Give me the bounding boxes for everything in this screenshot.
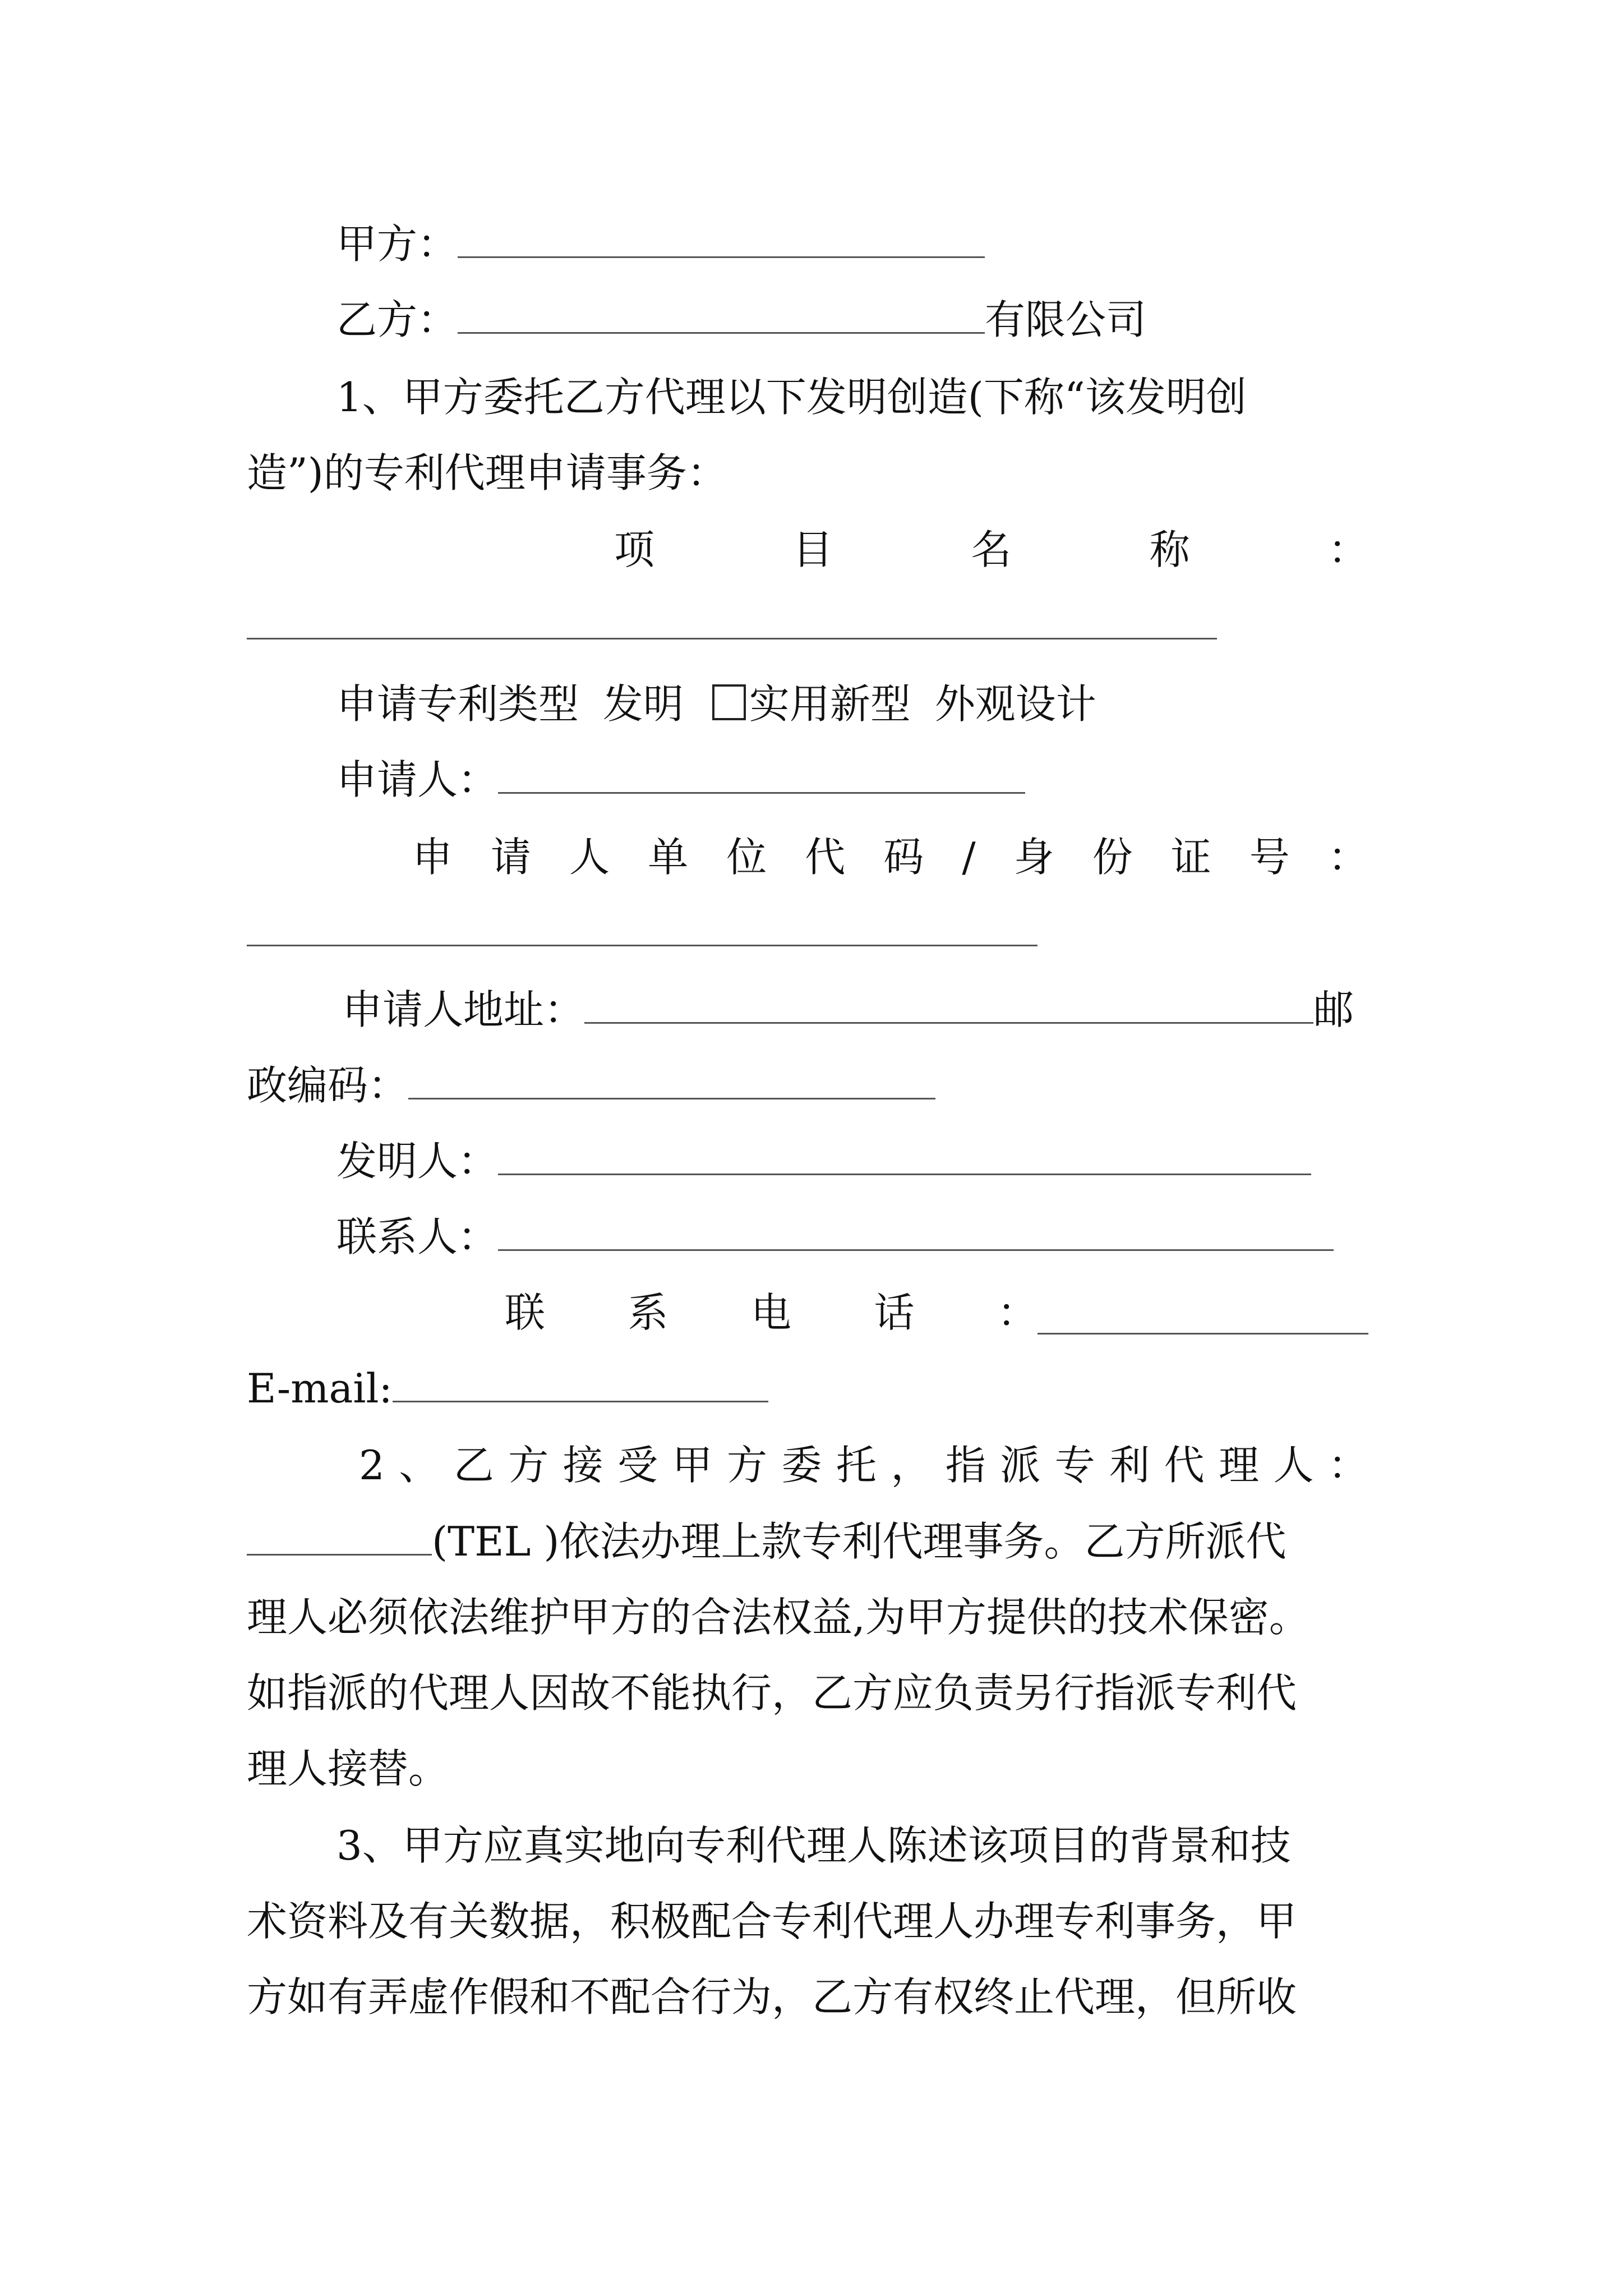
project-name-char: ： xyxy=(1327,526,1368,573)
clause2-char: 受 xyxy=(617,1442,658,1489)
phone-label-char: 系 xyxy=(628,1289,668,1336)
clause2-line2-text: (TEL )依法办理上款专利代理事务。乙方所派代 xyxy=(432,1518,1287,1565)
code-label-char: 单 xyxy=(648,834,689,881)
inventor-blank xyxy=(498,1133,1311,1175)
code-label-char: 位 xyxy=(726,834,767,881)
option-design: 外观设计 xyxy=(934,680,1096,728)
phone-label-char: 话 xyxy=(874,1289,915,1336)
applicant-line xyxy=(336,752,1025,808)
party-a-label: 甲方： xyxy=(336,220,458,268)
inventor-label: 发明人： xyxy=(336,1138,499,1185)
code-label-char: 份 xyxy=(1092,834,1133,881)
party-b-blank xyxy=(458,292,985,334)
patent-type-label: 申请专利类型 xyxy=(336,680,579,728)
clause2-line5: 理人接替。 xyxy=(247,1745,449,1792)
clause2-char: 指 xyxy=(945,1442,986,1489)
option-invention: 发明 xyxy=(602,680,684,728)
applicant-code-blank xyxy=(247,904,1038,946)
clause2-char: 利 xyxy=(1109,1442,1150,1489)
clause1-line2: 造”)的专利代理申请事务： xyxy=(247,449,727,496)
applicant-address-blank xyxy=(584,982,1313,1024)
clause2-char: ： xyxy=(1327,1442,1368,1489)
checkbox-icon xyxy=(712,684,746,720)
party-b-label: 乙方： xyxy=(336,296,458,343)
email-label: E-mail: xyxy=(247,1365,393,1412)
option-utility-model xyxy=(712,680,911,728)
contact-line xyxy=(336,1209,1334,1265)
project-name-char: 项 xyxy=(614,526,655,573)
clause2-char: 人 xyxy=(1273,1442,1314,1489)
project-name-char: 目 xyxy=(792,526,833,573)
postal-code-label: 政编码： xyxy=(247,1062,409,1109)
contact-label: 联系人： xyxy=(336,1213,499,1260)
code-label-char: 申 xyxy=(412,834,453,881)
applicant-address-line xyxy=(342,982,1354,1038)
phone-label-char: 电 xyxy=(750,1289,791,1336)
clause2-char: 方 xyxy=(726,1442,767,1489)
project-name-blank-line xyxy=(247,597,1217,654)
email-blank xyxy=(393,1360,768,1402)
clause2-char: 理 xyxy=(1219,1442,1260,1489)
clause2-line3: 理人必须依法维护甲方的合法权益,为甲方提供的技术保密。 xyxy=(247,1594,1310,1641)
code-label-char: 码 xyxy=(883,834,924,881)
applicant-code-label xyxy=(412,829,1368,885)
option-utility-label: 实用新型 xyxy=(749,680,911,728)
clause3-line3: 方如有弄虚作假和不配合行为，乙方有权终止代理，但所收 xyxy=(247,1973,1297,2021)
code-label-char: 代 xyxy=(805,834,846,881)
postal-code-line xyxy=(247,1057,935,1114)
phone-label xyxy=(505,1285,1038,1341)
clause2-line1 xyxy=(359,1437,1368,1493)
applicant-address-label: 申请人地址： xyxy=(342,986,585,1033)
clause2-line4: 如指派的代理人因故不能执行，乙方应负责另行指派专利代 xyxy=(247,1669,1297,1717)
clause2-char: 代 xyxy=(1164,1442,1205,1489)
code-label-char: / xyxy=(962,834,976,881)
clause1-line1: 1、甲方委托乙方代理以下发明创造(下称“该发明创 xyxy=(336,374,1247,421)
party-a-line xyxy=(336,216,985,272)
code-label-char: 请 xyxy=(491,834,532,881)
clause2-char: 委 xyxy=(781,1442,822,1489)
code-label-char: ： xyxy=(1327,834,1368,881)
applicant-blank xyxy=(498,752,1025,794)
code-label-char: 身 xyxy=(1013,834,1054,881)
project-name-label xyxy=(614,522,1368,578)
project-name-char: 称 xyxy=(1149,526,1190,573)
clause2-char: 方 xyxy=(508,1442,549,1489)
project-name-blank xyxy=(247,597,1217,639)
clause2-char: 托 xyxy=(836,1442,877,1489)
clause2-char: 2 xyxy=(359,1442,385,1489)
phone-label-char: ： xyxy=(997,1289,1038,1336)
clause2-char: 接 xyxy=(562,1442,603,1489)
clause2-char: 派 xyxy=(1000,1442,1041,1489)
clause3-line1: 3、甲方应真实地向专利代理人陈述该项目的背景和技 xyxy=(336,1822,1291,1869)
clause2-line2 xyxy=(247,1513,1286,1570)
project-name-char: 名 xyxy=(971,526,1012,573)
clause2-char: 乙 xyxy=(453,1442,494,1489)
agent-name-blank xyxy=(247,1513,432,1556)
phone-line xyxy=(505,1285,1368,1341)
phone-blank xyxy=(1038,1292,1368,1335)
party-b-line xyxy=(336,292,1146,348)
patent-type-line xyxy=(336,676,1096,732)
clause2-char: 专 xyxy=(1054,1442,1095,1489)
clause2-char: 、 xyxy=(399,1442,440,1489)
inventor-line xyxy=(336,1133,1311,1189)
party-b-suffix: 有限公司 xyxy=(985,296,1147,343)
party-a-blank xyxy=(458,216,985,258)
code-label-char: 号 xyxy=(1249,834,1290,881)
code-label-char: 证 xyxy=(1170,834,1211,881)
clause2-char: ， xyxy=(891,1442,932,1489)
postal-code-blank xyxy=(408,1057,935,1099)
contact-blank xyxy=(498,1209,1334,1251)
clause2-char: 甲 xyxy=(672,1442,713,1489)
applicant-label: 申请人： xyxy=(336,756,499,803)
clause3-line2: 术资料及有关数据，积极配合专利代理人办理专利事务，甲 xyxy=(247,1898,1297,1945)
email-line xyxy=(247,1360,768,1416)
applicant-code-blank-line xyxy=(247,904,1038,960)
phone-label-char: 联 xyxy=(505,1289,546,1336)
code-label-char: 人 xyxy=(569,834,610,881)
postal-label-start: 邮 xyxy=(1313,986,1354,1033)
